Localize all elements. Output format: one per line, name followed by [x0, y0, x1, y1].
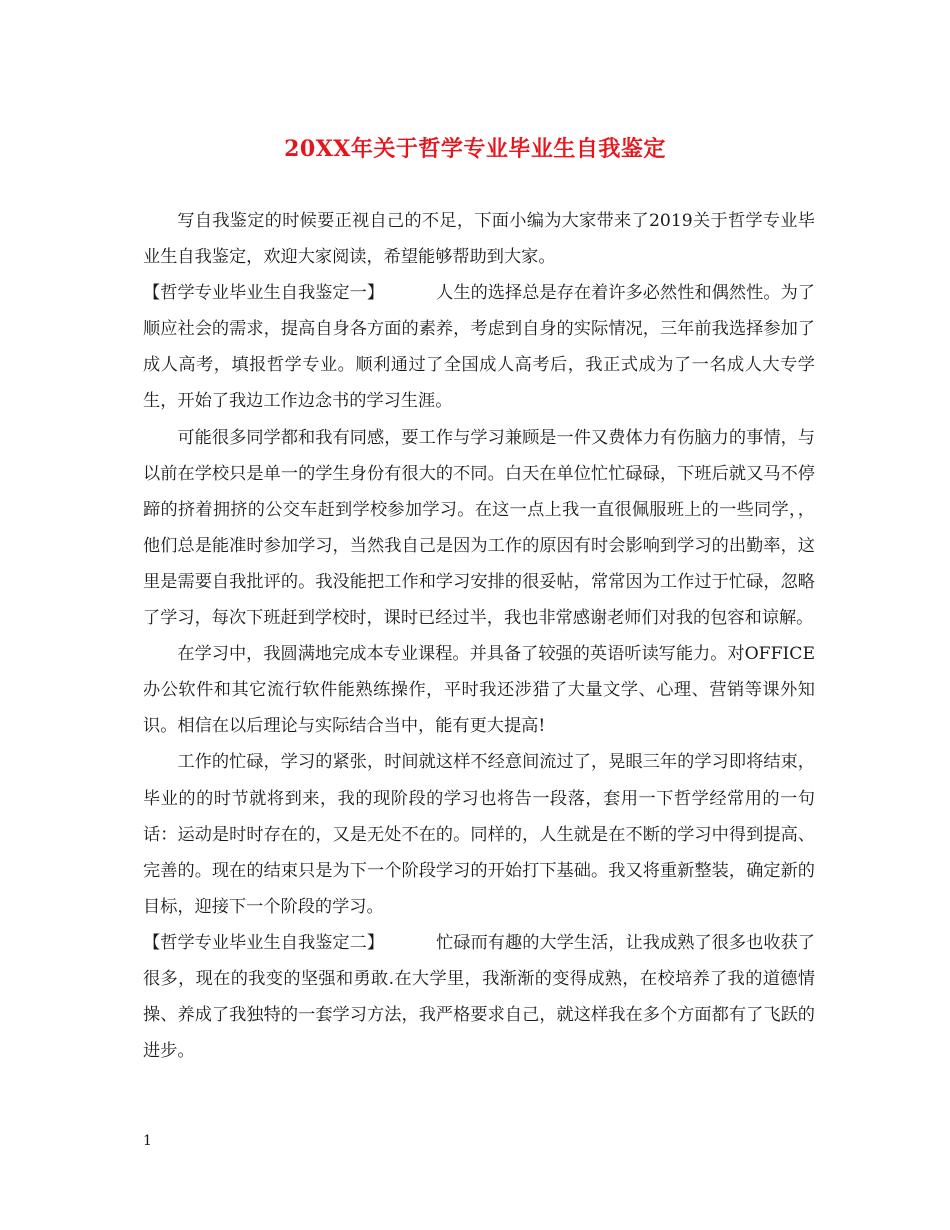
- section-1-paragraph-2: 可能很多同学都和我有同感，要工作与学习兼顾是一件又费体力有伤脑力的事情，与以前在学校只是单一的学生身份有很大的不同。白天在单位忙忙碌碌，下班后就又马不停蹄的挤着拥挤的公交车赶到学校参加学习。在这一点上我一直很佩服班上的一些同学，，他们总是能准时参加学习，当然我自己是因为工作的原因有时会影响到学习的出勤率，这里是需要自我批评的。我没能把工作和学习安排的很妥帖，常常因为工作过于忙碌，忽略了学习，每次下班赶到学校时，课时已经过半，我也非常感谢老师们对我的包容和谅解。: [143, 427, 815, 629]
- section-1-paragraph-3: 在学习中，我圆满地完成本专业课程。并具备了较强的英语听读写能力。对OFFICE办公软件和其它流行软件能熟练操作，平时我还涉猎了大量文学、心理、营销等课外知识。相信在以后理论与实际结合当中，能有更大提高!: [143, 644, 816, 737]
- document-body: [143, 203, 815, 1069]
- section-1-heading: 【哲学专业毕业生自我鉴定一】: [143, 283, 385, 304]
- document-title: 20XX年关于哲学专业毕业生自我鉴定: [284, 136, 666, 162]
- section-2-heading: 【哲学专业毕业生自我鉴定二】: [143, 932, 385, 953]
- section-1-paragraph-1: 人生的选择总是存在着许多必然性和偶然性。为了顺应社会的需求，提高自身各方面的素养，考虑到自身的实际情况，三年前我选择参加了成人高考，填报哲学专业。顺利通过了全国成人高考后，我正式成为了一名成人大专学生，开始了我边工作边念书的学习生涯。: [143, 283, 815, 412]
- page-number: 1: [143, 1133, 152, 1149]
- intro-paragraph: 写自我鉴定的时候要正视自己的不足，下面小编为大家带来了2019关于哲学专业毕业生自我鉴定，欢迎大家阅读，希望能够帮助到大家。: [143, 211, 815, 268]
- section-1-paragraph-4: 工作的忙碌，学习的紧张，时间就这样不经意间流过了，晃眼三年的学习即将结束，毕业的的时节就将到来，我的现阶段的学习也将告一段落，套用一下哲学经常用的一句话：运动是时时存在的，又是无处不在的。同样的，人生就是在不断的学习中得到提高、完善的。现在的结束只是为下一个阶段学习的开始打下基础。我又将重新整装，确定新的目标，迎接下一个阶段的学习。: [143, 752, 815, 917]
- section-1-first-paragraph: [143, 275, 815, 419]
- section-2-first-paragraph: [143, 925, 815, 1069]
- section-2-paragraph-1: 忙碌而有趣的大学生活，让我成熟了很多也收获了很多，现在的我变的坚强和勇敢.在大学里，我渐渐的变得成熟，在校培养了我的道德情操、养成了我独特的一套学习方法，我严格要求自己，就这样我在多个方面都有了飞跃的进步。: [143, 932, 815, 1062]
